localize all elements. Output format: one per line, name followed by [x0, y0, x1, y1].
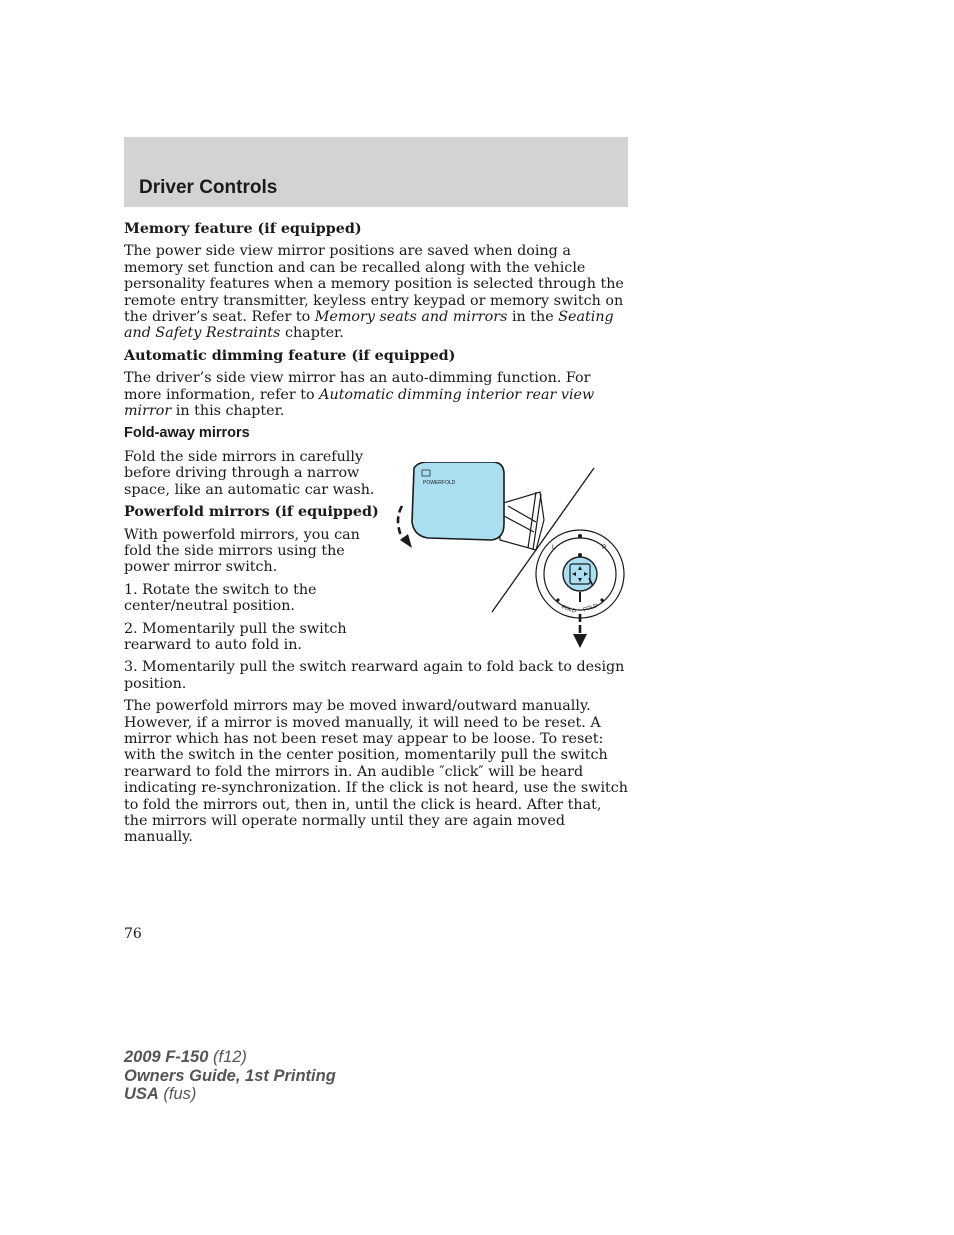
mirror-label: POWERFOLD [423, 480, 456, 486]
powerfold-heading: Powerfold mirrors (if equipped) [124, 504, 379, 521]
memory-ref-link: Memory seats and mirrors [314, 309, 508, 326]
dimming-heading: Automatic dimming feature (if equipped) [124, 347, 456, 364]
powerfold-mirror-figure [388, 462, 628, 657]
footer-line-3: USA (fus) [124, 1085, 197, 1103]
section-title: Driver Controls [139, 177, 278, 198]
footer-line-1: 2009 F-150 (f12) [124, 1048, 247, 1066]
footer [124, 1048, 336, 1104]
fold-label-left: FOLD [560, 604, 577, 615]
powerfold-illustration [388, 462, 628, 657]
mirror-switch [536, 530, 624, 618]
mirror-glass [412, 462, 504, 540]
foldaway-intro: Fold the side mirrors in carefully before driving through a narrow space, like an automatic car wash. [124, 448, 375, 498]
mirror-bracket [500, 492, 544, 550]
step-1: 1. Rotate the switch to the center/neutral position. [124, 581, 317, 615]
seating-ref-link: Seating and Safety Restraints [124, 309, 614, 342]
foldaway-heading: Fold-away mirrors [124, 425, 250, 442]
step-3: 3. Momentarily pull the switch rearward again to fold back to design position. [124, 659, 625, 692]
section-header-band [124, 137, 628, 207]
memory-paragraph: The power side view mirror positions are saved when doing a memory set function and can be recalled along with the vehicle personality features when a memory position is selected through the remote entry transmitter, keyless entry keypad or memory switch on the driver’s seat. Refer to Memory seats and mirrors in the Seating and Safety Restraints chapter. [124, 243, 624, 342]
switch-right-label: R [602, 544, 607, 551]
powerfold-intro: With powerfold mirrors, you can fold the side mirrors using the power mirror switch. [124, 526, 360, 576]
switch-left-label: L [552, 544, 556, 551]
dimming-ref-link: Automatic dimming interior rear view mirror [124, 386, 595, 420]
footer-line-2: Owners Guide, 1st Printing [124, 1066, 336, 1085]
powerfold-body: The powerfold mirrors may be moved inward/outward manually. However, if a mirror is moved manually, it will need to be reset. A mirror which has not been reset may appear to be loose. To reset: with the switch in the center position, momentarily pull the switch rearward to fold the mirrors in. An audible ″click″ will be heard indicating re-synchronization. If the click is not heard, use the switch to fold the mirrors out, then in, until the click is heard. After that, the mirrors will operate normally until they are again moved manually. [124, 698, 628, 846]
memory-heading: Memory feature (if equipped) [124, 221, 362, 237]
dimming-paragraph: The driver’s side view mirror has an auto-dimming function. For more information, refer to Automatic dimming interior rear view mirror in this chapter. [124, 370, 595, 420]
fold-arrow-icon [398, 506, 402, 538]
step-2: 2. Momentarily pull the switch rearward to auto fold in. [124, 620, 347, 653]
page-number: 76 [124, 926, 142, 942]
fold-label-right: FOLD [582, 603, 599, 614]
pull-arrowhead-icon [573, 634, 587, 648]
fold-arrowhead-icon [400, 534, 412, 548]
